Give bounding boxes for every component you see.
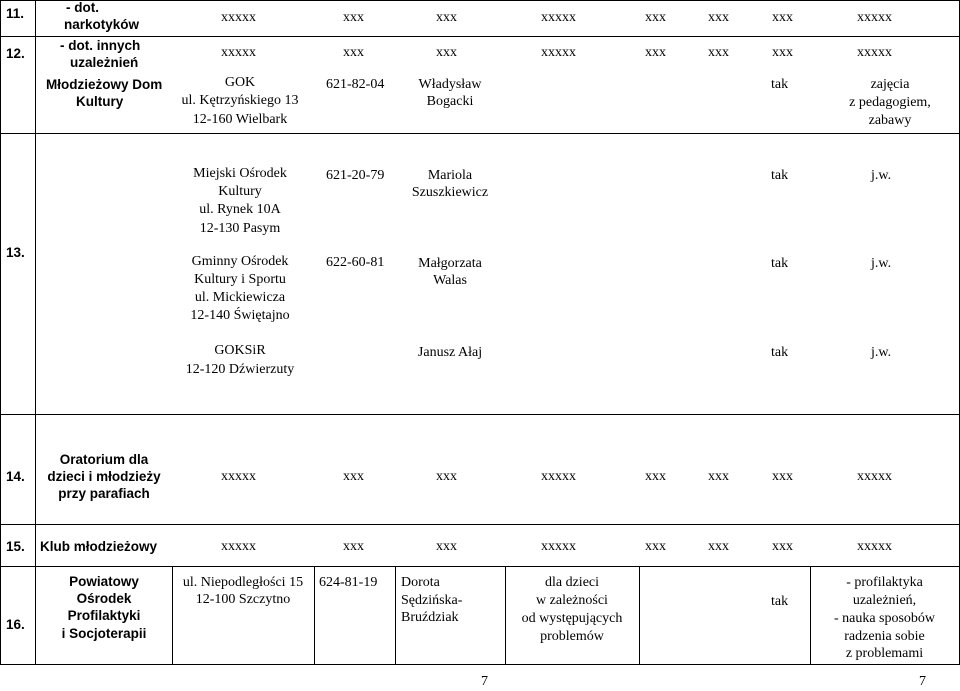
institution-address: GOKSiR xyxy=(214,343,266,358)
institution-address: 12-160 Wielbark xyxy=(192,112,288,127)
table-border-top xyxy=(0,0,960,1)
page-number: 7 xyxy=(919,674,926,689)
row-number: 15. xyxy=(6,539,25,554)
row-divider xyxy=(0,36,960,37)
institution-address: Miejski Ośrodek xyxy=(193,166,287,181)
row-divider xyxy=(0,524,960,525)
cell-value: xxx xyxy=(708,469,729,484)
target-group: od występujących xyxy=(521,611,623,626)
cell-name: dzieci i młodzieży xyxy=(47,469,161,484)
cell-value: xxx xyxy=(436,469,457,484)
availability: tak xyxy=(771,594,789,609)
phone-number: 621-82-04 xyxy=(326,77,385,92)
cell-name: uzależnień xyxy=(70,55,139,70)
institution-address: 12-130 Pasym xyxy=(199,221,281,236)
column-divider xyxy=(35,0,36,665)
cell-value: xxxxx xyxy=(221,45,256,60)
cell-value: xxx xyxy=(645,469,666,484)
cell-name: Młodzieżowy Dom xyxy=(46,77,163,92)
cell-value: xxxxx xyxy=(221,469,256,484)
cell-value: xxx xyxy=(436,539,457,554)
row-divider xyxy=(0,566,960,567)
contact-person: Władysław xyxy=(418,77,482,92)
phone-number: 624-81-19 xyxy=(319,575,378,590)
cell-value: xxx xyxy=(343,469,364,484)
contact-person: Mariola xyxy=(427,168,473,183)
cell-name: przy parafiach xyxy=(58,486,150,501)
availability: tak xyxy=(771,256,789,271)
cell-value: xxx xyxy=(772,469,793,484)
column-divider xyxy=(395,566,396,665)
row-number: 16. xyxy=(6,617,25,632)
phone-number: 621-20-79 xyxy=(326,168,385,183)
institution-address: 12-120 Dźwierzuty xyxy=(185,362,295,377)
contact-person: Walas xyxy=(433,273,467,288)
cell-value: xxxxx xyxy=(541,539,576,554)
cell-value: xxx xyxy=(343,10,364,25)
contact-person: Bogacki xyxy=(426,94,474,109)
cell-value: xxxxx xyxy=(221,539,256,554)
cell-value: xxx xyxy=(708,45,729,60)
institution-address: 12-140 Świętajno xyxy=(190,308,290,323)
cell-value: xxxxx xyxy=(857,10,892,25)
contact-person: Szuszkiewicz xyxy=(411,185,489,200)
cell-name: i Socjoterapii xyxy=(61,626,147,641)
contact-person: Bruździak xyxy=(401,610,459,625)
availability: tak xyxy=(771,77,789,92)
cell-name: Oratorium dla xyxy=(59,452,149,467)
cell-name: Ośrodek xyxy=(76,591,132,606)
row-number: 13. xyxy=(6,245,25,260)
availability: tak xyxy=(771,168,789,183)
cell-value: xxx xyxy=(708,10,729,25)
cell-value: xxxxx xyxy=(857,469,892,484)
cell-value: xxx xyxy=(772,539,793,554)
row-number: 12. xyxy=(6,46,25,61)
info: - profilaktyka xyxy=(846,575,923,590)
cell-name: narkotyków xyxy=(64,17,140,32)
contact-person: Janusz Ałaj xyxy=(417,345,483,360)
contact-person: Małgorzata xyxy=(418,256,482,271)
cell-value: xxxxx xyxy=(857,45,892,60)
institution-address: Kultury i Sportu xyxy=(194,272,286,287)
institution-address: ul. Rynek 10A xyxy=(199,202,281,217)
target-group: dla dzieci xyxy=(544,575,600,590)
row-divider xyxy=(0,133,960,134)
institution-address: ul. Kętrzyńskiego 13 xyxy=(181,93,299,108)
cell-value: xxx xyxy=(343,45,364,60)
page-number: 7 xyxy=(481,674,488,689)
cell-value: xxx xyxy=(436,10,457,25)
institution-address: ul. Mickiewicza xyxy=(194,290,286,305)
info: j.w. xyxy=(871,168,892,183)
cell-value: xxx xyxy=(343,539,364,554)
cell-value: xxx xyxy=(772,45,793,60)
contact-person: Sędzińska- xyxy=(401,593,463,608)
cell-name: Powiatowy xyxy=(69,574,139,589)
row-divider xyxy=(0,414,960,415)
cell-value: xxxxx xyxy=(541,469,576,484)
column-divider xyxy=(639,566,640,665)
info: j.w. xyxy=(871,256,892,271)
cell-value: xxxxx xyxy=(857,539,892,554)
cell-value: xxx xyxy=(708,539,729,554)
cell-value: xxx xyxy=(645,10,666,25)
info: radzenia sobie xyxy=(844,629,925,644)
target-group: w zależności xyxy=(536,593,608,608)
phone-number: 622-60-81 xyxy=(326,255,385,270)
institution-address: ul. Niepodległości 15 xyxy=(182,575,304,590)
cell-value: xxxxx xyxy=(221,10,256,25)
cell-value: xxx xyxy=(645,539,666,554)
contact-person: Dorota xyxy=(401,575,440,590)
table-border-bottom xyxy=(0,664,960,665)
row-number: 11. xyxy=(6,6,25,21)
institution-address: 12-100 Szczytno xyxy=(195,592,291,607)
table-border-left xyxy=(0,0,1,665)
cell-name: Klub młodzieżowy xyxy=(40,539,158,554)
institution-address: Gminny Ośrodek xyxy=(191,254,289,269)
info: - nauka sposobów xyxy=(833,611,936,626)
info: z pedagogiem, xyxy=(849,95,931,110)
info: j.w. xyxy=(871,345,892,360)
cell-value: xxx xyxy=(436,45,457,60)
column-divider xyxy=(314,566,315,665)
cell-value: xxx xyxy=(772,10,793,25)
institution-address: GOK xyxy=(224,75,256,90)
cell-name: - dot. innych xyxy=(60,38,141,53)
cell-name: Kultury xyxy=(76,94,124,109)
cell-value: xxx xyxy=(645,45,666,60)
info: zabawy xyxy=(868,113,912,128)
info: zajęcia xyxy=(870,77,910,92)
cell-value: xxxxx xyxy=(541,10,576,25)
info: z problemami xyxy=(845,646,924,661)
info: uzależnień, xyxy=(852,593,917,608)
row-number: 14. xyxy=(6,469,25,484)
cell-value: xxxxx xyxy=(541,45,576,60)
cell-name: Profilaktyki xyxy=(67,608,141,623)
availability: tak xyxy=(771,345,789,360)
cell-name: - dot. xyxy=(66,0,99,15)
target-group: problemów xyxy=(540,629,604,644)
institution-address: Kultury xyxy=(218,184,262,199)
